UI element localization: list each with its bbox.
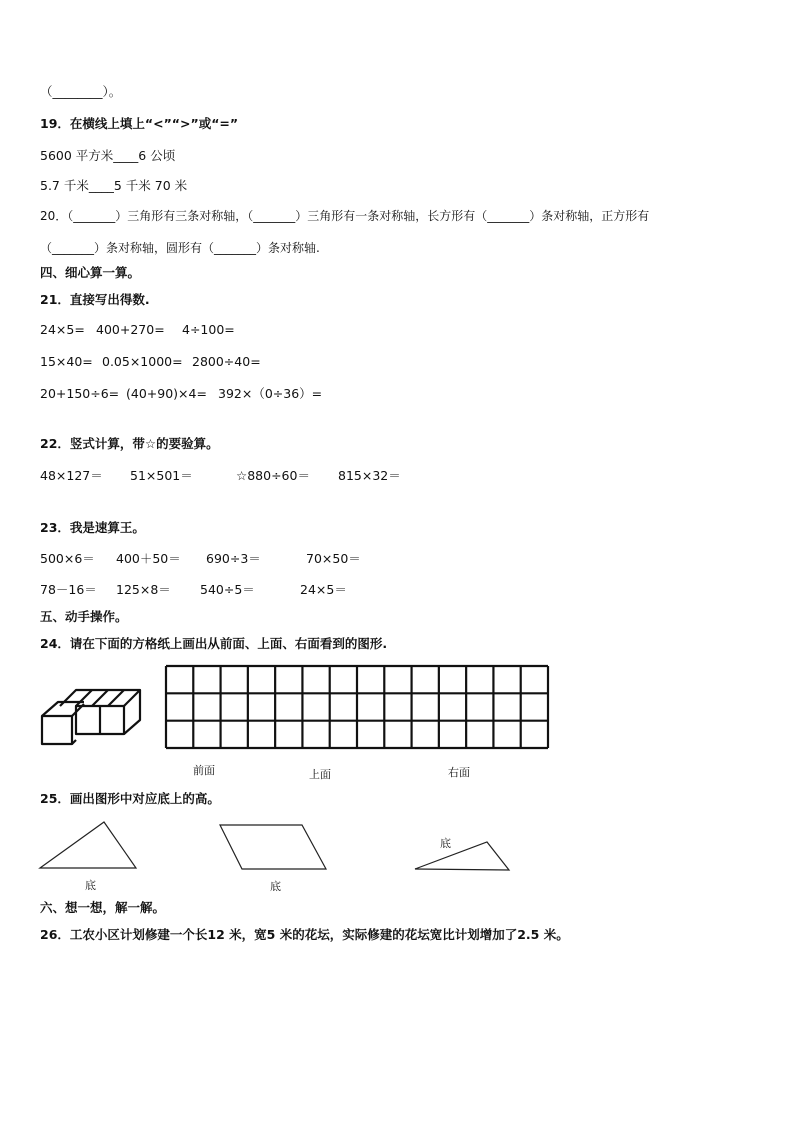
q19-stem: 19．在横线上填上“<”“>”或“=” (40, 116, 239, 131)
label-top-view: 上面 (309, 768, 331, 781)
q23-item: 500×6＝ (40, 551, 95, 566)
section-4-heading: 四、细心算一算。 (40, 265, 141, 280)
cube-stack-figure (38, 684, 148, 748)
q24-stem: 24．请在下面的方格纸上画出从前面、上面、右面看到的图形. (40, 636, 388, 651)
triangle-1 (38, 820, 138, 870)
q21-stem: 21．直接写出得数. (40, 292, 150, 307)
q21-item: 0.05×1000= (102, 354, 183, 369)
q25-stem: 25．画出图形中对应底上的高。 (40, 791, 220, 806)
q20-line-2: （_______）条对称轴，圆形有（_______）条对称轴. (40, 241, 320, 255)
label-front-view: 前面 (193, 764, 215, 777)
parallelogram (218, 823, 328, 871)
q21-item: 15×40= (40, 354, 93, 369)
q23-item: 540÷5＝ (200, 582, 255, 597)
q23-item: 690÷3＝ (206, 551, 261, 566)
q22-stem: 22．竖式计算，带☆的要验算。 (40, 436, 219, 451)
q19-item-1: 5600 平方米____6 公顷 (40, 148, 176, 163)
q21-item: 2800÷40= (192, 354, 261, 369)
q21-item: 400+270= (96, 322, 165, 337)
q22-item: ☆880÷60＝ (236, 468, 310, 483)
q22-item: 48×127＝ (40, 468, 103, 483)
q26-stem: 26．工农小区计划修建一个长12 米，宽5 米的花坛，实际修建的花坛宽比计划增加了2.5 米。 (40, 927, 569, 942)
label-right-view: 右面 (448, 766, 470, 779)
parallelogram-base-label: 底 (270, 880, 281, 893)
q22-item: 815×32＝ (338, 468, 401, 483)
q22-item: 51×501＝ (130, 468, 193, 483)
section-6-heading: 六、想一想，解一解。 (40, 900, 166, 915)
triangle-2 (413, 840, 513, 872)
triangle-2-base-label: 底 (440, 837, 451, 850)
q21-item: 4÷100= (182, 322, 235, 337)
q23-item: 125×8＝ (116, 582, 171, 597)
q20-line-1: 20．（_______）三角形有三条对称轴，（_______）三角形有一条对称轴，长方形有（_______）条对称轴，正方形有 (40, 209, 650, 223)
q21-item: (40+90)×4= (126, 386, 207, 401)
q21-item: 24×5= (40, 322, 85, 337)
q19-item-2: 5.7 千米____5 千米 70 米 (40, 178, 188, 193)
q23-item: 78－16＝ (40, 582, 97, 597)
q23-stem: 23．我是速算王。 (40, 520, 145, 535)
grid-paper (165, 665, 549, 749)
q21-item: 20+150÷6= (40, 386, 120, 401)
q23-item: 400＋50＝ (116, 551, 181, 566)
q23-item: 70×50＝ (306, 551, 361, 566)
triangle-1-base-label: 底 (85, 879, 96, 892)
q21-item: 392×（0÷36）= (218, 386, 323, 401)
top-line-blank: （________）。 (40, 84, 122, 99)
q23-item: 24×5＝ (300, 582, 347, 597)
section-5-heading: 五、动手操作。 (40, 609, 128, 624)
